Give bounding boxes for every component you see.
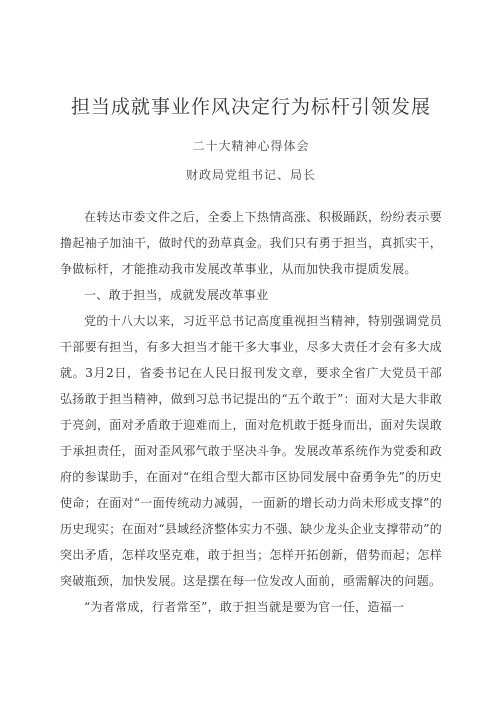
document-subtitle: 二十大精神心得体会: [192, 139, 310, 153]
paragraph-body-2: “为者常成，行者常至”，敢于担当就是要为官一任，造福一: [84, 600, 405, 614]
paragraph-body-1: 党的十八大以来，习近平总书记高度重视担当精神，特别强调党员干部要有担当，有多大担当才能干多大事业，尽多大责任才会有多大成就。3月2日，省委书记在人民日报刊发文章，要求全省广大党员干部弘扬敢于担当精神，做到习总书记提出的“五个敢于”：面对大是大非敢于亮剑，面对矛盾敢于迎难而上，面对危机敢于挺身而出，面对失误敢于承担责任，面对歪风邪气敢于坚决斗争。发展改革系统作为党委和政府的参谋助手，在面对“在组合型大都市区协同发展中奋勇争先”的历史使命；在面对“一面传统动力减弱，一面新的增长动力尚未形成支撑”的历史现实；在面对“县域经济整体实力不强、缺少龙头企业支撑带动”的突出矛盾，怎样攻坚克难，敢于担当；怎样开拓创新，借势而起；怎样突破瓶颈，加快发展。这是摆在每一位发改人面前，亟需解决的问题。: [60, 314, 442, 588]
document-author: 财政局党组书记、局长: [185, 168, 316, 182]
paragraph-intro: 在转达市委文件之后，全委上下热情高涨、积极踊跃，纷纷表示要撸起袖子加油干，做时代的劲草真金。我们只有勇于担当，真抓实干，争做标杆，才能推动我市发展改革事业，从而加快我市提质发展。: [60, 210, 442, 276]
document-title: 担当成就事业作风决定行为标杆引领发展: [70, 96, 431, 118]
section-heading-1: 一、敢于担当，成就发展改革事业: [84, 288, 269, 302]
